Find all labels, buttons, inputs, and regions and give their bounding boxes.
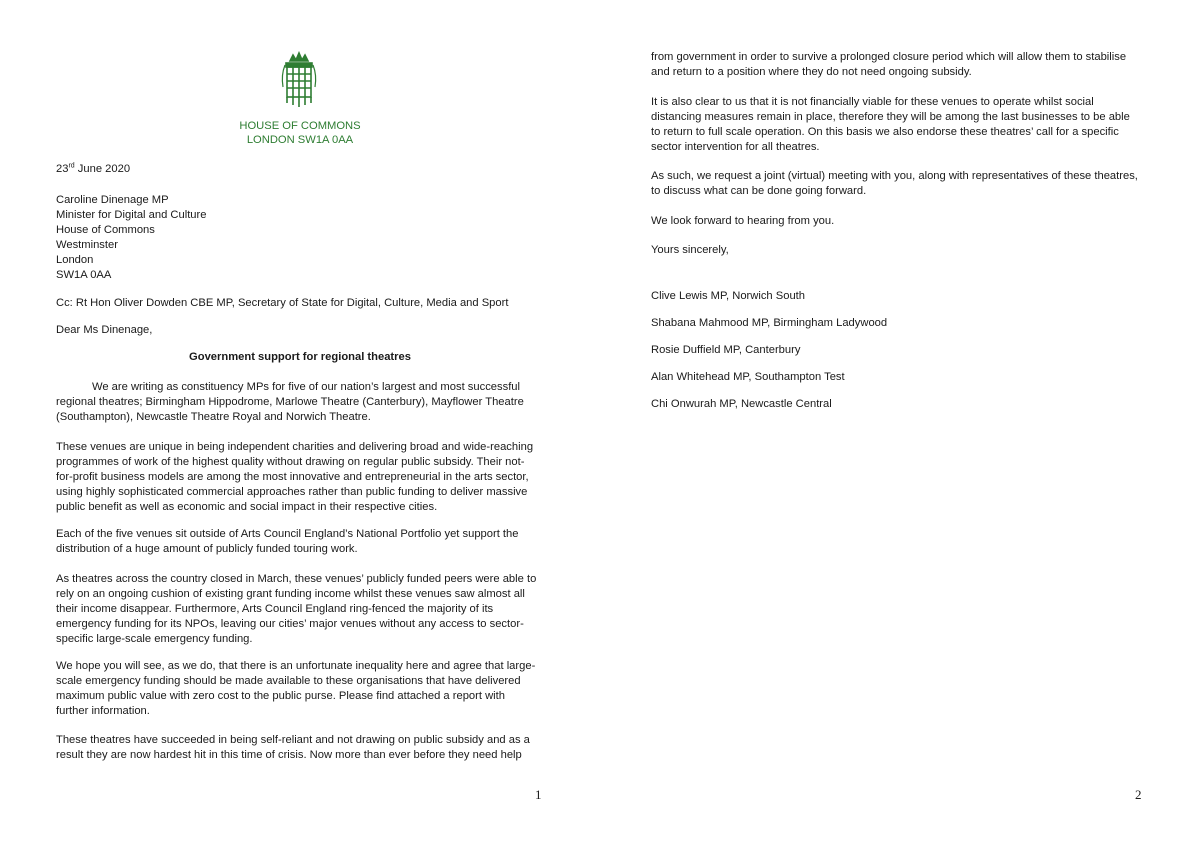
portcullis-crest-icon (278, 51, 320, 109)
body-paragraph: It is also clear to us that it is not financially viable for these venues to operate whilst social distancing measures remain in place, therefore they will be among the last businesses to be able to return to full scale operation. On this basis we also endorse these theatres’ call for a specific sector intervention for all theatres. (651, 96, 1130, 153)
body-paragraph: We hope you will see, as we do, that there is an unfortunate inequality here and agree that large-scale emergency funding should be made available to these organisations that have delivered maximum public value with zero cost to the public purse. Please find attached a report with further information. (56, 660, 536, 717)
signatory: Shabana Mahmood MP, Birmingham Ladywood (651, 317, 888, 329)
page-number: 2 (1135, 787, 1142, 802)
letterhead-address: LONDON SW1A 0AA (246, 134, 354, 146)
body-paragraph: As such, we request a joint (virtual) meeting with you, along with representatives of these theatres, to discuss what can be done going forward. (651, 170, 1138, 197)
recipient-address-line: Westminster (56, 239, 118, 251)
letterhead-house: HOUSE OF COMMONS (239, 120, 361, 132)
closing: Yours sincerely, (651, 244, 729, 256)
body-paragraph: from government in order to survive a prolonged closure period which will allow them to stabilise and return to a position where they do not need ongoing subsidy. (651, 51, 1127, 78)
recipient-address-line: House of Commons (56, 224, 155, 236)
recipient-address-line: London (56, 254, 94, 266)
salutation: Dear Ms Dinenage, (56, 324, 153, 336)
letter-page-2 (600, 0, 1200, 849)
letter-date: 23rd June 2020 (56, 162, 131, 175)
body-paragraph: As theatres across the country closed in March, these venues’ publicly funded peers were able to rely on an ongoing cushion of existing grant funding income whilst these venues saw almost all their income disappear. Furthermore, Arts Council England ring-fenced the majority of its emergency funding for its NPOs, leaving our cities’ major venues without any access to sector-specific large-scale emergency funding. (56, 573, 537, 645)
cc-line: Cc: Rt Hon Oliver Dowden CBE MP, Secretary of State for Digital, Culture, Media and Sport (56, 297, 509, 309)
page-number: 1 (535, 787, 542, 802)
body-paragraph: We look forward to hearing from you. (651, 215, 835, 227)
signatory: Clive Lewis MP, Norwich South (651, 290, 805, 302)
body-paragraph: These theatres have succeeded in being self-reliant and not drawing on public subsidy and as a result they are now hardest hit in this time of crisis. Now more than ever before they need help (56, 734, 530, 761)
signatory: Alan Whitehead MP, Southampton Test (651, 371, 845, 383)
recipient-name: Caroline Dinenage MP (56, 194, 169, 206)
body-paragraph: We are writing as constituency MPs for five of our nation’s largest and most successful regional theatres; Birmingham Hippodrome, Marlowe Theatre (Canterbury), Mayflower Theatre (Southampton), Newcastle Theatre Royal and Norwich Theatre. (56, 381, 524, 423)
body-paragraph: These venues are unique in being independent charities and delivering broad and wide-reaching programmes of work of the highest quality without drawing on regular public subsidy. Their not-for-profit business models are among the most innovative and entrepreneurial in the arts sector, using highly sophisticated commercial approaches rather than public funding to deliver massive public benefit as well as economic and social impact in their respective cities. (56, 441, 534, 513)
recipient-postcode: SW1A 0AA (56, 269, 112, 281)
recipient-title: Minister for Digital and Culture (56, 209, 207, 221)
letter-subject: Government support for regional theatres (189, 351, 411, 363)
body-paragraph: Each of the five venues sit outside of Arts Council England’s National Portfolio yet support the distribution of a huge amount of publicly funded touring work. (56, 528, 519, 555)
signatory: Rosie Duffield MP, Canterbury (651, 344, 801, 356)
signatory: Chi Onwurah MP, Newcastle Central (651, 398, 832, 410)
